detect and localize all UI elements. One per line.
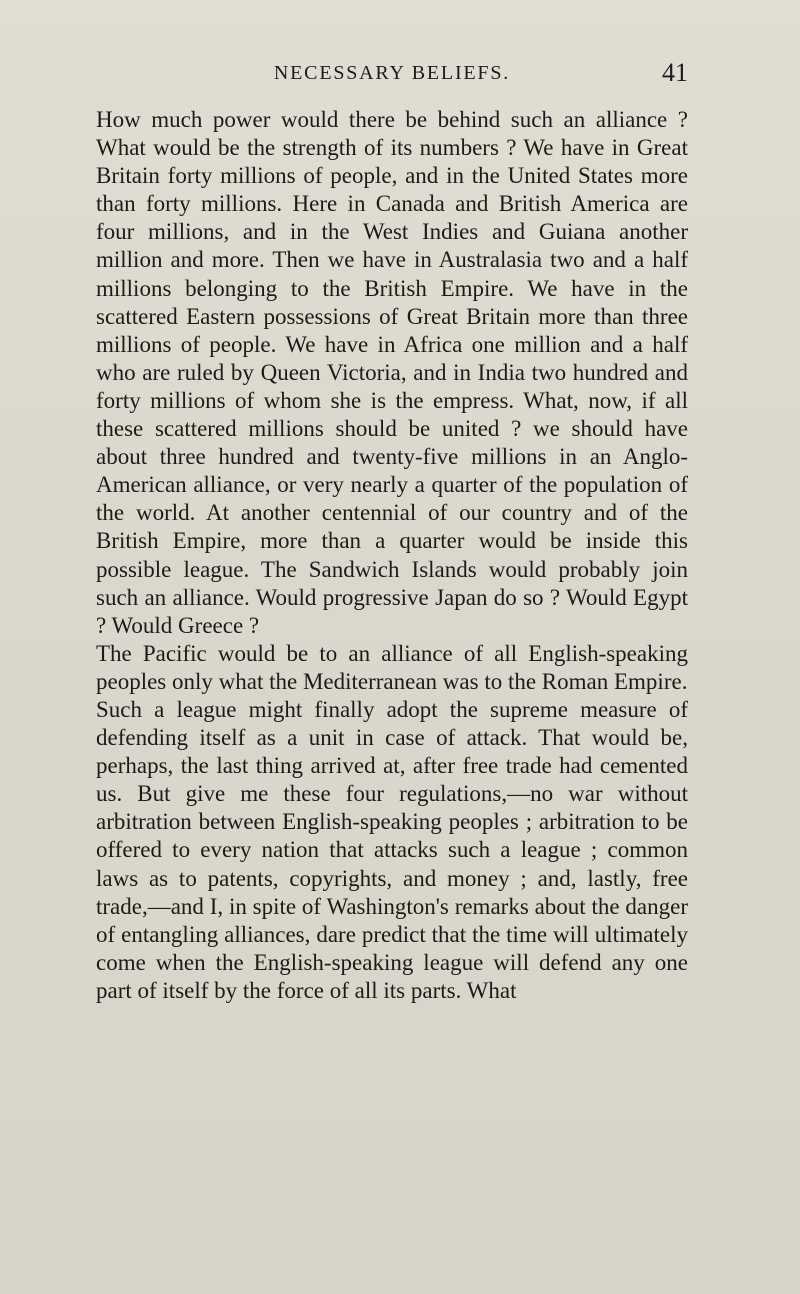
page-number: 41 xyxy=(662,58,688,87)
paragraph: The Pacific would be to an alliance of all English-speaking peoples only what the Mediterranean was to the Roman Empire. xyxy=(96,640,688,694)
running-title: NECESSARY BELIEFS. xyxy=(273,62,511,84)
paragraph: Such a league might finally adopt the supreme measure of defending itself as a unit in case of attack. That would be, perhaps, the last thing arrived at, after free trade had cemented us. But give me these four regulations,—no war without arbitration between English-speaking peoples ; arbitration to be offered to every nation that attacks such a league ; common laws as to patents, copyrights, and money ; and, lastly, free trade,—and I, in spite of Washington's remarks about the danger of entangling alliances, dare predict that the time will ultimately come when the English-speaking league will defend any one part of itself by the force of all its parts. What xyxy=(96,696,688,1003)
running-head xyxy=(96,56,688,96)
paragraph: How much power would there be behind such an alliance ? What would be the strength of its numbers ? We have in Great Britain forty millions of people, and in the United States more than forty millions. Here in Canada and British America are four millions, and in the West Indies and Guiana another million and more. Then we have in Australasia two and a half millions belonging to the British Empire. We have in the scattered Eastern possessions of Great Britain more than three millions of people. We have in Africa one million and a half who are ruled by Queen Victoria, and in India two hundred and forty millions of whom she is the empress. What, now, if all these scattered millions should be united ? we should have about three hundred and twenty-five millions in an Anglo-American alliance, or very nearly a quarter of the population of the world. At another centennial of our country and of the British Empire, more than a quarter would be inside this possible league. The Sandwich Islands would probably join such an alliance. Would progressive Japan do so ? Would Egypt ? Would Greece ? xyxy=(96,107,688,638)
body-text xyxy=(96,106,688,1005)
